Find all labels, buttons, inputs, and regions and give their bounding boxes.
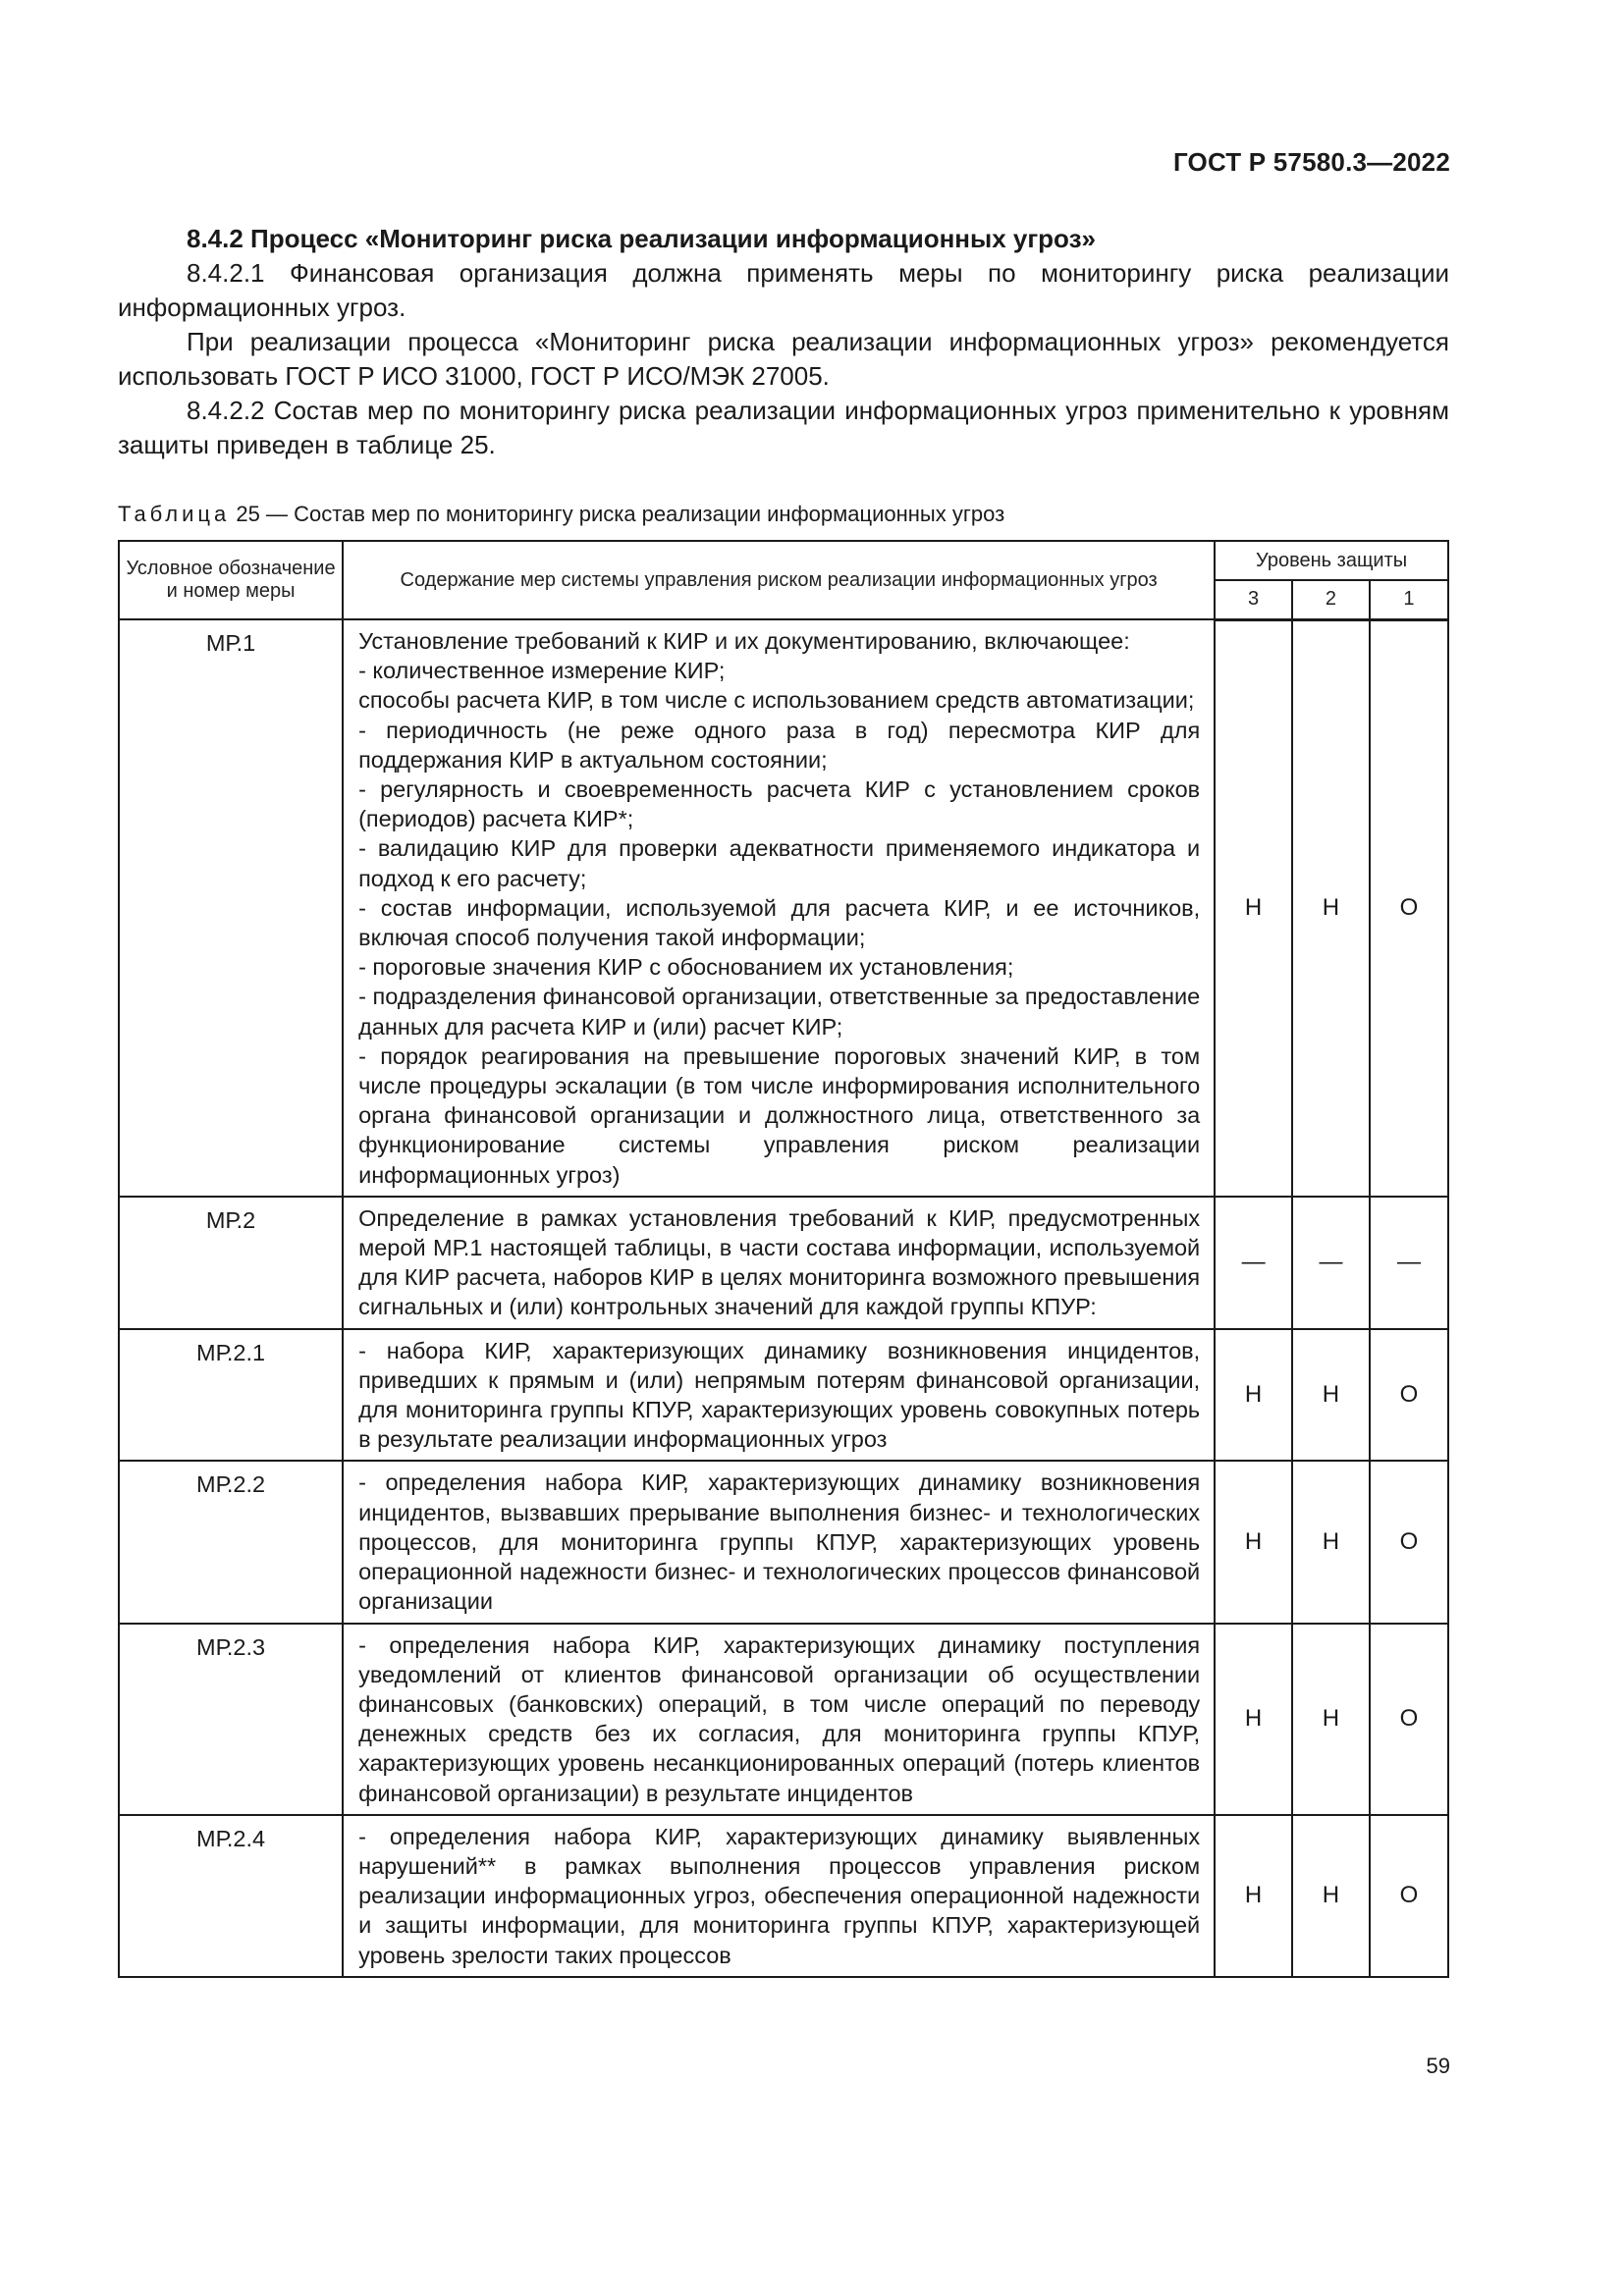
measure-description: [343, 1329, 1215, 1462]
measure-code: МР.2: [119, 1197, 343, 1329]
level-2-value: Н: [1292, 1329, 1370, 1462]
measure-description: [343, 1197, 1215, 1329]
section-title: 8.4.2 Процесс «Мониторинг риска реализации информационных угроз»: [187, 224, 1096, 253]
table-row: [119, 1461, 1448, 1623]
header-protection-level: Уровень защиты: [1215, 541, 1448, 580]
level-1-value: О: [1370, 1461, 1448, 1623]
measure-code: МР.1: [119, 619, 343, 1197]
paragraph-8-4-2-2: 8.4.2.2 Состав мер по мониторингу риска реализации информационных угроз применительно к уровням защиты приведен в таблице 25.: [118, 396, 1449, 459]
header-level-3: 3: [1215, 580, 1292, 619]
level-1-value: О: [1370, 1815, 1448, 1977]
level-1-value: О: [1370, 619, 1448, 1197]
measure-description: [343, 619, 1215, 1197]
measure-text: Определение в рамках установления требований к КИР, предусмотренных мерой МР.1 настоящей таблицы, в части состава информации, используемой для КИР расчета, наборов КИР в целях мониторинга возможного превышения сигнальных и (или) контрольных значений для каждой группы КПУР:: [358, 1204, 1201, 1320]
level-3-value: Н: [1215, 1461, 1292, 1623]
table-row: [119, 619, 1448, 1197]
page-content: [118, 222, 1449, 1978]
table-caption-text: 25 — Состав мер по мониторингу риска реализации информационных угроз: [230, 502, 1005, 526]
level-3-value: Н: [1215, 1624, 1292, 1815]
measure-code: МР.2.4: [119, 1815, 343, 1977]
table-row: [119, 1624, 1448, 1815]
measure-text: - определения набора КИР, характеризующих динамику выявленных нарушений** в рамках выполнения процессов управления риском реализации информационных угроз, обеспечения операционной надежности и защиты информации, для мониторинга группы КПУР, характеризующей уровень зрелости таких процессов: [358, 1823, 1201, 1968]
level-2-value: Н: [1292, 1624, 1370, 1815]
level-3-value: Н: [1215, 1329, 1292, 1462]
table-row: [119, 1815, 1448, 1977]
header-content: Содержание мер системы управления риском реализации информационных угроз: [343, 541, 1215, 619]
table-caption-label: Таблица: [118, 502, 231, 526]
level-2-value: —: [1292, 1197, 1370, 1329]
level-3-value: Н: [1215, 1815, 1292, 1977]
measure-description: [343, 1815, 1215, 1977]
level-3-value: —: [1215, 1197, 1292, 1329]
measure-text: - определения набора КИР, характеризующих динамику возникновения инцидентов, вызвавших прерывание выполнения бизнес- и технологических процессов, для мониторинга группы КПУР, характеризующих уровень операционной надежности бизнес- и технологических процессов финансовой организации: [358, 1469, 1201, 1615]
header-code: Условное обозначение и номер меры: [119, 541, 343, 619]
measure-description: [343, 1624, 1215, 1815]
level-1-value: О: [1370, 1624, 1448, 1815]
header-level-2: 2: [1292, 580, 1370, 619]
page-number: 59: [1426, 2054, 1450, 2078]
measure-code: МР.2.3: [119, 1624, 343, 1815]
measure-text: - набора КИР, характеризующих динамику возникновения инцидентов, приведших к прямым и (или) непрямым потерям финансовой организации, для мониторинга группы КПУР, характеризующих уровень совокупных потерь в результате реализации информационных угроз: [358, 1337, 1201, 1453]
level-1-value: О: [1370, 1329, 1448, 1462]
measure-code: МР.2.2: [119, 1461, 343, 1623]
measure-text: - определения набора КИР, характеризующих динамику поступления уведомлений от клиентов финансовой организации об осуществлении финансовых (банковских) операций, в том числе операций по переводу денежных средств без их согласия, для мониторинга группы КПУР, характеризующих уровень несанкционированных операций (потерь клиентов финансовой организации) в результате инцидентов: [358, 1631, 1201, 1806]
paragraph-recommendation: При реализации процесса «Мониторинг риска реализации информационных угроз» рекомендуется использовать ГОСТ Р ИСО 31000, ГОСТ Р ИСО/МЭК 27005.: [118, 327, 1449, 391]
table-row: [119, 1197, 1448, 1329]
level-2-value: Н: [1292, 1815, 1370, 1977]
table-caption: [118, 502, 1449, 527]
level-2-value: Н: [1292, 619, 1370, 1197]
measures-table: [118, 540, 1449, 1978]
paragraph-8-4-2-1: 8.4.2.1 Финансовая организация должна применять меры по мониторингу риска реализации информационных угроз.: [118, 258, 1449, 322]
header-level-1: 1: [1370, 580, 1448, 619]
measure-text: Установление требований к КИР и их документированию, включающее: - количественное измерение КИР; способы расчета КИР, в том числе с использованием средств автоматизации; - периодичность (не реже одного раза в год) пересмотра КИР для поддержания КИР в актуальном состоянии; - регулярность и своевременность расчета КИР с установлением сроков (периодов) расчета КИР*; - валидацию КИР для проверки адекватности применяемого индикатора и подход к его расчету; - состав информации, используемой для расчета КИР, и ее источников, включая способ получения такой информации; - пороговые значения КИР с обоснованием их установления; - подразделения финансовой организации, ответственные за предоставление данных для расчета КИР и (или) расчет КИР; - порядок реагирования на превышение пороговых значений КИР, в том числе процедуры эскалации (в том числе информирования исполнительного органа финансовой организации и должностного лица, ответственного за функционирование системы управления риском реализации информационных угроз): [358, 628, 1201, 1188]
level-1-value: —: [1370, 1197, 1448, 1329]
level-2-value: Н: [1292, 1461, 1370, 1623]
document-designation: ГОСТ Р 57580.3—2022: [1172, 147, 1450, 177]
level-3-value: Н: [1215, 619, 1292, 1197]
table-row: [119, 1329, 1448, 1462]
measure-description: [343, 1461, 1215, 1623]
measure-code: МР.2.1: [119, 1329, 343, 1462]
